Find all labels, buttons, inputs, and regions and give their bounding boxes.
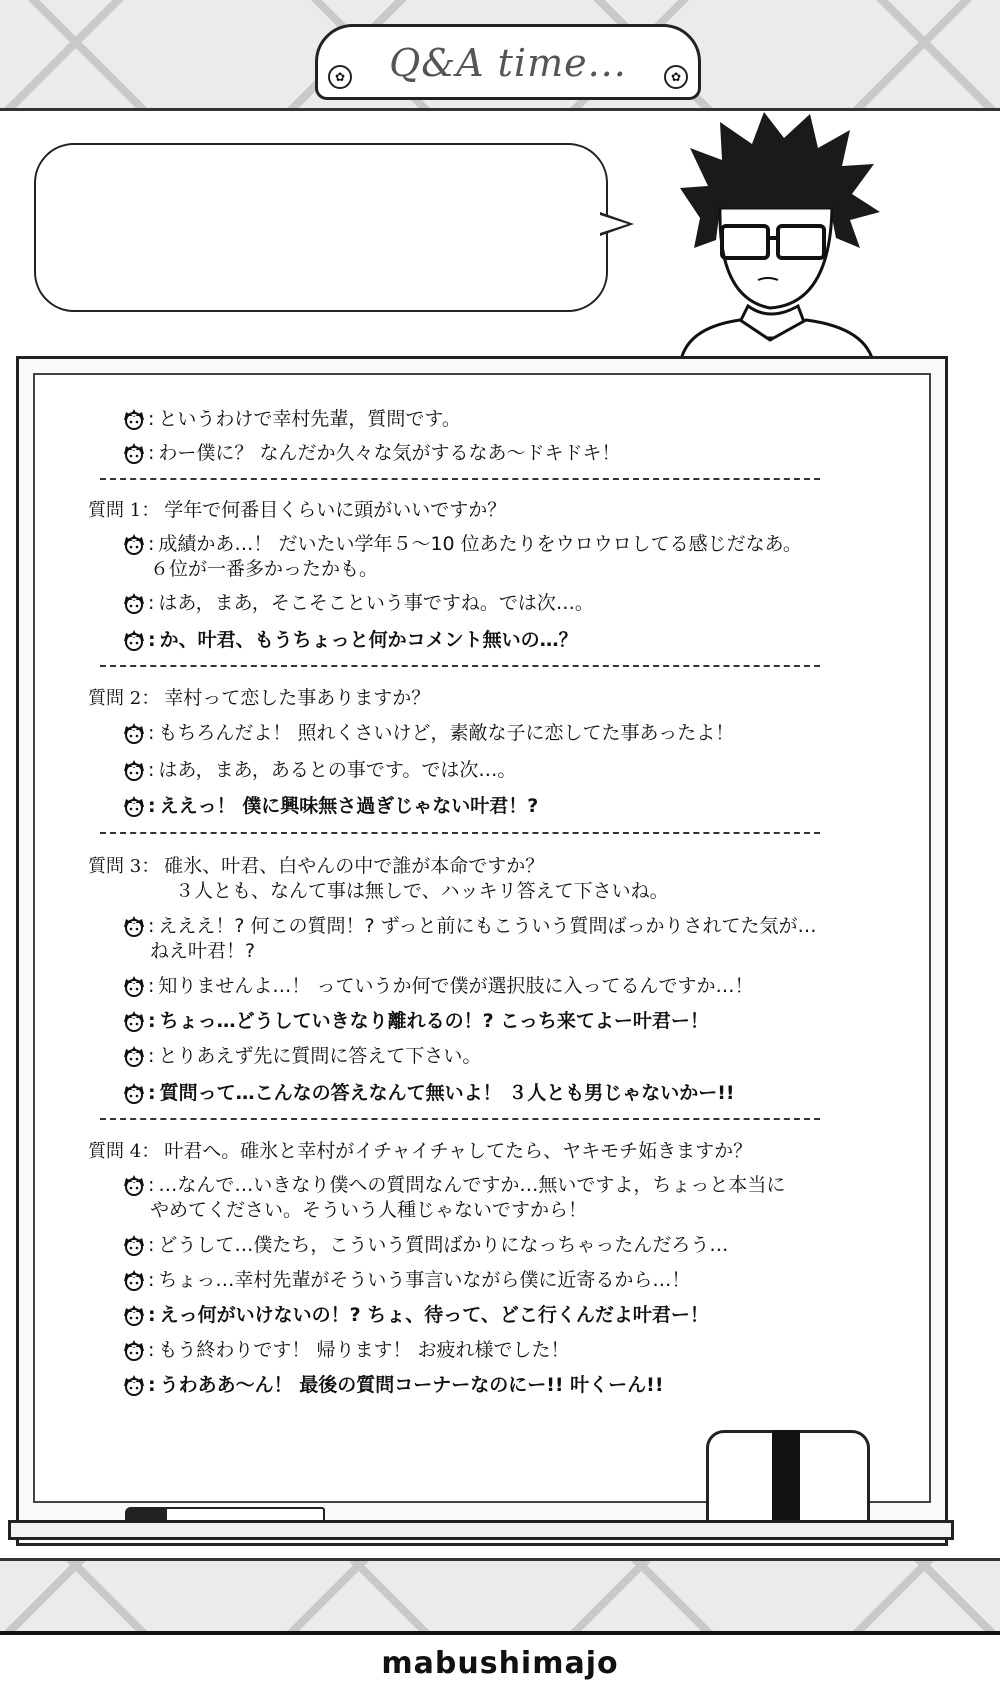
dialogue-text: ねえ叶君！?: [150, 940, 256, 962]
dialogue-text: はあ，まあ，そこそこという事ですね。では次…。: [158, 592, 594, 614]
dialogue-text: 叶君へ。碓氷と幸村がイチャイチャしてたら、ヤキモチ妬きますか？: [164, 1140, 753, 1162]
yukimura-face-icon: [122, 722, 146, 744]
dialogue-text: というわけで幸村先輩，質問です。: [158, 408, 461, 430]
character-illustration: [660, 108, 900, 366]
question-label: 質問 3: [88, 856, 142, 877]
flower-ornament-icon: ✿: [328, 65, 352, 89]
dialogue-line: [122, 1043, 481, 1070]
dialogue-text: はあ，まあ，あるとの事です。では次…。: [158, 759, 517, 781]
dialogue-text: ちょっ…どうしていきなり離れるの！? こっち来てよー叶君ー！: [159, 1010, 709, 1032]
dialogue-text: とりあえず先に質問に答えて下さい。: [158, 1045, 482, 1067]
separator: :: [148, 442, 155, 464]
dialogue-text: うわああ～ん！ 最後の質問コーナーなのにー!! 叶くーん!!: [159, 1374, 664, 1396]
separator: :: [148, 1374, 156, 1396]
separator: ：: [141, 687, 161, 709]
section-divider: [100, 832, 820, 834]
yukimura-face-icon: [122, 1234, 146, 1256]
whiteboard-tray: [8, 1520, 954, 1540]
kanou-face-icon: [122, 975, 146, 997]
separator: :: [148, 975, 155, 997]
separator: ：: [141, 1140, 161, 1162]
dialogue-text: 碓氷、叶君、白やんの中で誰が本命ですか？: [164, 855, 545, 877]
section-divider: [100, 1118, 820, 1120]
dialogue-text: ３人とも、なんて事は無しで、ハッキリ答えて下さいね。: [175, 880, 669, 902]
separator: :: [148, 1339, 155, 1361]
dialogue-line: [122, 1232, 728, 1259]
dialogue-continuation: [175, 878, 669, 905]
separator: ：: [141, 499, 161, 521]
yukimura-face-icon: [122, 795, 146, 817]
separator: :: [148, 759, 155, 781]
dialogue-text: えっ何がいけないの！? ちょ、待って、どこ行くんだよ叶君ー！: [159, 1304, 709, 1326]
dialogue-line: [122, 1267, 690, 1294]
title-plate: [315, 24, 701, 100]
kanou-face-icon: [122, 759, 146, 781]
question-label: 質問 1: [88, 500, 142, 521]
section-divider: [100, 665, 820, 667]
yukimura-face-icon: [122, 1010, 146, 1032]
question-label: 質問 2: [88, 688, 142, 709]
separator: :: [148, 533, 155, 555]
dialogue-line: [122, 590, 594, 617]
dialogue-line: [122, 793, 538, 820]
dialogue-text: わー僕に？ なんだか久々な気がするなあ～ドキドキ！: [158, 442, 621, 464]
separator: ：: [141, 855, 161, 877]
dialogue-line: [122, 913, 817, 940]
yukimura-face-icon: [122, 915, 146, 937]
separator: :: [148, 592, 155, 614]
question-line: [88, 685, 430, 712]
yukimura-face-icon: [122, 442, 146, 464]
dialogue-continuation: [150, 938, 255, 965]
yukimura-face-icon: [122, 1082, 146, 1104]
separator: :: [148, 915, 155, 937]
question-line: [88, 497, 506, 524]
dialogue-line: [122, 720, 734, 747]
separator: :: [148, 722, 155, 744]
dialogue-line: [122, 531, 802, 558]
question-label: 質問 4: [88, 1141, 142, 1162]
page-title: Q&A time...: [389, 41, 627, 85]
separator: :: [148, 1045, 155, 1067]
separator: :: [148, 1082, 156, 1104]
dialogue-text: やめてください。そういう人種じゃないですから！: [150, 1199, 588, 1221]
dialogue-text: えええ！? 何この質問！? ずっと前にもこういう質問ばっかりされてた気が…: [158, 915, 817, 937]
dialogue-text: 質問って…こんなの答えなんて無いよ！ ３人とも男じゃないかー!!: [159, 1082, 735, 1104]
dialogue-line: [122, 440, 620, 467]
dialogue-line: [122, 1372, 664, 1399]
dialogue-text: 知りませんよ…！ っていうか何で僕が選択肢に入ってるんですか…！: [158, 975, 754, 997]
yukimura-face-icon: [122, 1304, 146, 1326]
scanlator-logo: mabushimajo: [381, 1646, 619, 1681]
flower-ornament-icon: ✿: [664, 65, 688, 89]
dialogue-line: [122, 627, 578, 654]
dialogue-text: もう終わりです！ 帰ります！ お疲れ様でした！: [158, 1339, 570, 1361]
separator: :: [148, 1174, 155, 1196]
kanou-face-icon: [122, 1269, 146, 1291]
speech-bubble: [34, 143, 608, 312]
dialogue-text: か、叶君、もうちょっと何かコメント無いの…？: [159, 629, 578, 651]
dialogue-line: [122, 1302, 709, 1329]
dialogue-continuation: [150, 556, 378, 583]
separator: :: [148, 1304, 156, 1326]
separator: :: [148, 629, 156, 651]
separator: :: [148, 795, 156, 817]
dialogue-line: [122, 1172, 785, 1199]
dialogue-text: ちょっ…幸村先輩がそういう事言いながら僕に近寄るから…！: [158, 1269, 691, 1291]
kanou-face-icon: [122, 1339, 146, 1361]
yukimura-face-icon: [122, 1374, 146, 1396]
dialogue-text: …なんで…いきなり僕への質問なんですか…無いですよ，ちょっと本当に: [158, 1174, 786, 1196]
separator: :: [148, 1234, 155, 1256]
dialogue-text: 幸村って恋した事ありますか？: [164, 687, 431, 709]
dialogue-text: ６位が一番多かったかも。: [150, 558, 379, 580]
footer-pattern-band: [0, 1558, 1000, 1635]
yukimura-face-icon: [122, 629, 146, 651]
kanou-face-icon: [122, 1174, 146, 1196]
speech-bubble-tail-inner: [600, 215, 628, 233]
dialogue-continuation: [150, 1197, 587, 1224]
dialogue-line: [122, 1337, 570, 1364]
separator: :: [148, 1010, 156, 1032]
dialogue-text: どうして…僕たち，こういう質問ばかりになっちゃったんだろう…: [158, 1234, 729, 1256]
dialogue-line: [122, 973, 753, 1000]
separator: :: [148, 1269, 155, 1291]
dialogue-text: ええっ！ 僕に興味無さ過ぎじゃない叶君！?: [159, 795, 539, 817]
dialogue-line: [122, 1008, 709, 1035]
dialogue-text: もちろんだよ！ 照れくさいけど，素敵な子に恋してた事あったよ！: [158, 722, 735, 744]
question-line: [88, 853, 544, 880]
kanou-face-icon: [122, 408, 146, 430]
board-eraser: [706, 1430, 870, 1528]
dialogue-line: [122, 1080, 735, 1107]
section-divider: [100, 478, 820, 480]
kanou-face-icon: [122, 592, 146, 614]
dialogue-line: [122, 406, 461, 433]
dialogue-line: [122, 757, 516, 784]
dialogue-text: 成績かあ…！ だいたい学年５～10 位あたりをウロウロしてる感じだなあ。: [158, 533, 802, 555]
kanou-face-icon: [122, 1045, 146, 1067]
yukimura-face-icon: [122, 533, 146, 555]
question-line: [88, 1138, 752, 1165]
dialogue-text: 学年で何番目くらいに頭がいいですか？: [164, 499, 507, 521]
separator: :: [148, 408, 155, 430]
